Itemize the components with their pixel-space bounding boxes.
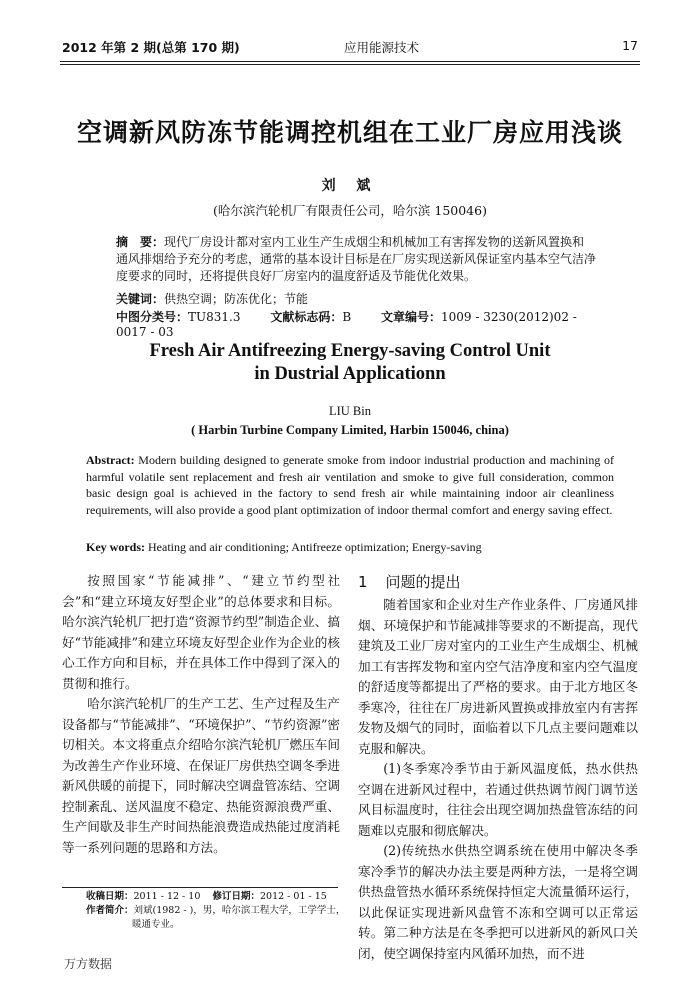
english-title-line1: Fresh Air Antifreezing Energy-saving Control Unit (149, 341, 551, 361)
author-bio-label: 作者简介： (86, 905, 134, 916)
footnote-dates (86, 890, 346, 904)
english-title-line2: in Dustrial Applicationn (254, 364, 446, 384)
body-paragraph: (2)传统热水供热空调系统在使用中解决冬季寒冷季节的解决办法主要是两种方法，一是将空调供热盘管热水循环系统保持恒定大流量循环运行，以此保证实现进新风盘管不冻和空调可以正常运转。第二种方法是在冬季把可以进新风的新风口关闭，使空调保持室内风循环加热，而不进 (358, 843, 638, 961)
chinese-affiliation: (哈尔滨汽轮机厂有限责任公司，哈尔滨 150046) (213, 203, 487, 218)
english-abstract (86, 452, 614, 518)
body-right-column (358, 571, 638, 964)
clc-value: TU831.3 (188, 310, 241, 324)
english-keywords-label: Key words: (86, 540, 145, 554)
clc-label: 中图分类号： (116, 310, 189, 324)
section-number: 1 (358, 573, 368, 591)
footnote (86, 890, 346, 932)
body-paragraph: 按照国家“节能减排”、“建立节约型社会”和“建立环境友好型企业”的总体要求和目标。哈尔滨汽轮机厂把打造“资源节约型”制造企业、搞好“节能减排”和建立环境友好型企业作为企业的核心工作方向和目标，并在具体工作中得到了深入的贯彻和推行。 (62, 573, 340, 691)
body-left-column (62, 571, 340, 858)
revised-date: 2012 - 01 - 15 (259, 891, 327, 902)
body-paragraph: (1)冬季寒冷季节由于新风温度低，热水供热空调在进新风过程中，若通过供热调节阀门调节送风目标温度时，往往会出现空调加热盘管冻结的问题难以克服和彻底解决。 (358, 761, 638, 838)
watermark: 万方数据 (64, 957, 113, 971)
english-author: LIU Bin (328, 404, 371, 418)
chinese-title: 空调新风防冻节能调控机组在工业厂房应用浅谈 (76, 118, 623, 147)
article-number-value: 1009 - 3230(2012)02 - 0017 - 03 (116, 310, 577, 339)
received-label: 收稿日期： (86, 891, 134, 902)
chinese-keywords (116, 290, 308, 307)
page-number: 17 (622, 38, 638, 53)
author-bio-text: 刘斌(1982 - )，男，哈尔滨工程大学，工学学士， (133, 905, 346, 916)
footnote-author (86, 904, 346, 918)
section-heading (358, 571, 638, 593)
doc-code-label: 文献标志码： (270, 310, 343, 324)
english-keywords-text: Heating and air conditioning; Antifreeze optimization; Energy-saving (145, 540, 482, 554)
chinese-author: 刘 斌 (321, 178, 379, 194)
issue-info: 2012 年第 2 期(总第 170 期) (62, 40, 240, 55)
journal-name: 应用能源技术 (344, 40, 420, 55)
doc-code-value: B (342, 310, 352, 324)
classification-line (116, 308, 610, 339)
chinese-abstract-label: 摘 要： (116, 235, 165, 249)
header-rule-thin (60, 64, 640, 65)
received-date: 2011 - 12 - 10 (133, 891, 201, 902)
english-abstract-label: Abstract: (86, 453, 135, 467)
running-header (62, 38, 638, 60)
revised-label: 修订日期： (212, 891, 260, 902)
article-number-label: 文章编号： (381, 310, 442, 324)
section-title: 问题的提出 (385, 573, 461, 591)
footnote-rule (62, 887, 338, 888)
chinese-keywords-label: 关键词： (116, 292, 165, 306)
chinese-keywords-text: 供热空调；防冻优化；节能 (164, 292, 309, 306)
header-rule (60, 61, 640, 62)
author-bio-cont: 暖通专业。 (132, 919, 180, 930)
chinese-abstract (116, 234, 596, 285)
english-keywords (86, 540, 482, 555)
chinese-abstract-text: 现代厂房设计都对室内工业生产生成烟尘和机械加工有害挥发物的送新风置换和通风排烟给予充分的考虑，通常的基本设计目标是在厂房实现送新风保证室内基本空气洁净度要求的同时，还将提供良好厂房室内的温度舒适及节能优化效果。 (116, 235, 597, 283)
document-code (270, 310, 351, 324)
english-title (60, 340, 640, 386)
clc-number (116, 310, 241, 324)
body-paragraph: 随着国家和企业对生产作业条件、厂房通风排烟、环境保护和节能减排等要求的不断提高，现代建筑及工业厂房对室内的工业生产生成烟尘、机械加工有害挥发物和室内空气洁净度和室内空气温度的舒适度等都提出了严格的要求。由于北方地区冬季寒冷，往往在厂房进新风置换或排放室内有害挥发物及烟气的同时，面临着以下几点主要问题难以克服和解决。 (358, 597, 638, 756)
body-paragraph: 哈尔滨汽轮机厂的生产工艺、生产过程及生产设备都与“节能减排”、“环境保护”、“节约资源”密切相关。本文将重点介绍哈尔滨汽轮机厂燃压车间为改善生产作业环境、在保证厂房供热空调冬季进新风供暖的前提下，同时解决空调盘管冻结、空调控制紊乱、送风温度不稳定、热能资源浪费严重、生产间歇及非生产时间热能浪费造成热能过度消耗等一系列问题的思路和方法。 (62, 696, 340, 855)
english-abstract-text: Modern building designed to generate smoke from indoor industrial production and machining of harmful volatile sent replacement and fresh air ventilation and smoke to give full consideration, common basic design goal is achieved in the factory to send fresh air while maintaining indoor air cleanliness requirements, will also provide a good plant optimization of indoor thermal comfort and energy saving effect. (86, 453, 614, 517)
english-affiliation: ( Harbin Turbine Company Limited, Harbin 150046, china) (191, 423, 509, 437)
